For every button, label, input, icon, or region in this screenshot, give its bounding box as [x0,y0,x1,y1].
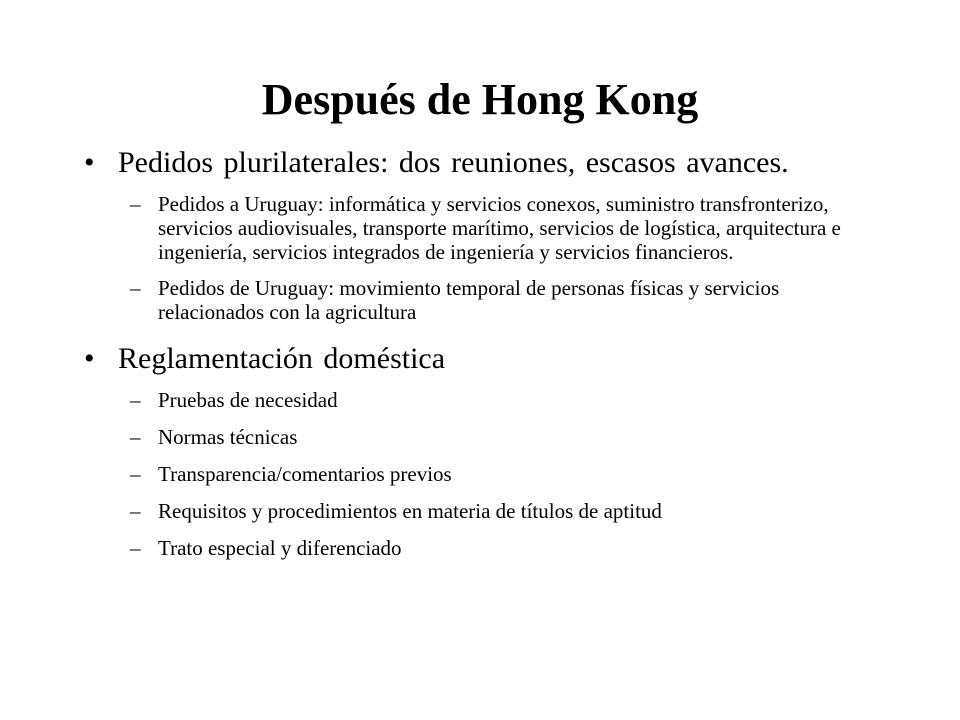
bullet-symbol: • [84,342,95,375]
bullet-text: Reglamentación doméstica [118,342,446,375]
sub-item [130,499,884,523]
slide-body [84,146,884,573]
sub-item-text: Trato especial y diferenciado [158,536,402,560]
dash-symbol: – [130,499,141,523]
sub-item [130,462,884,486]
dash-symbol: – [130,388,141,412]
bullet-item [84,146,884,180]
dash-symbol: – [130,425,141,449]
bullet-symbol: • [84,146,95,179]
sub-list [130,388,884,560]
sub-list [130,192,884,324]
bullet-text: Pedidos plurilaterales: dos reuniones, escasos avances. [118,146,789,179]
sub-item-text: Requisitos y procedimientos en materia de títulos de aptitud [158,499,662,523]
dash-symbol: – [130,276,141,300]
bullet-item [84,342,884,376]
dash-symbol: – [130,192,141,216]
sub-item-text: Pedidos a Uruguay: informática y servicios conexos, suministro transfronterizo, servicios audiovisuales, transporte marítimo, servicios de logística, arquitectura e ingeniería, servicios integrados de ingeniería y servicios financieros. [158,192,841,264]
dash-symbol: – [130,536,141,560]
sub-item-text: Normas técnicas [158,425,298,449]
sub-item [130,425,884,449]
sub-item [130,388,884,412]
sub-item-text: Transparencia/comentarios previos [158,462,452,486]
sub-item [130,536,884,560]
slide-title: Después de Hong Kong [261,75,699,124]
sub-item-text: Pruebas de necesidad [158,388,338,412]
dash-symbol: – [130,462,141,486]
sub-item-text: Pedidos de Uruguay: movimiento temporal de personas físicas y servicios relacionados con la agricultura [158,276,780,324]
sub-item [130,192,884,264]
sub-item [130,276,884,324]
